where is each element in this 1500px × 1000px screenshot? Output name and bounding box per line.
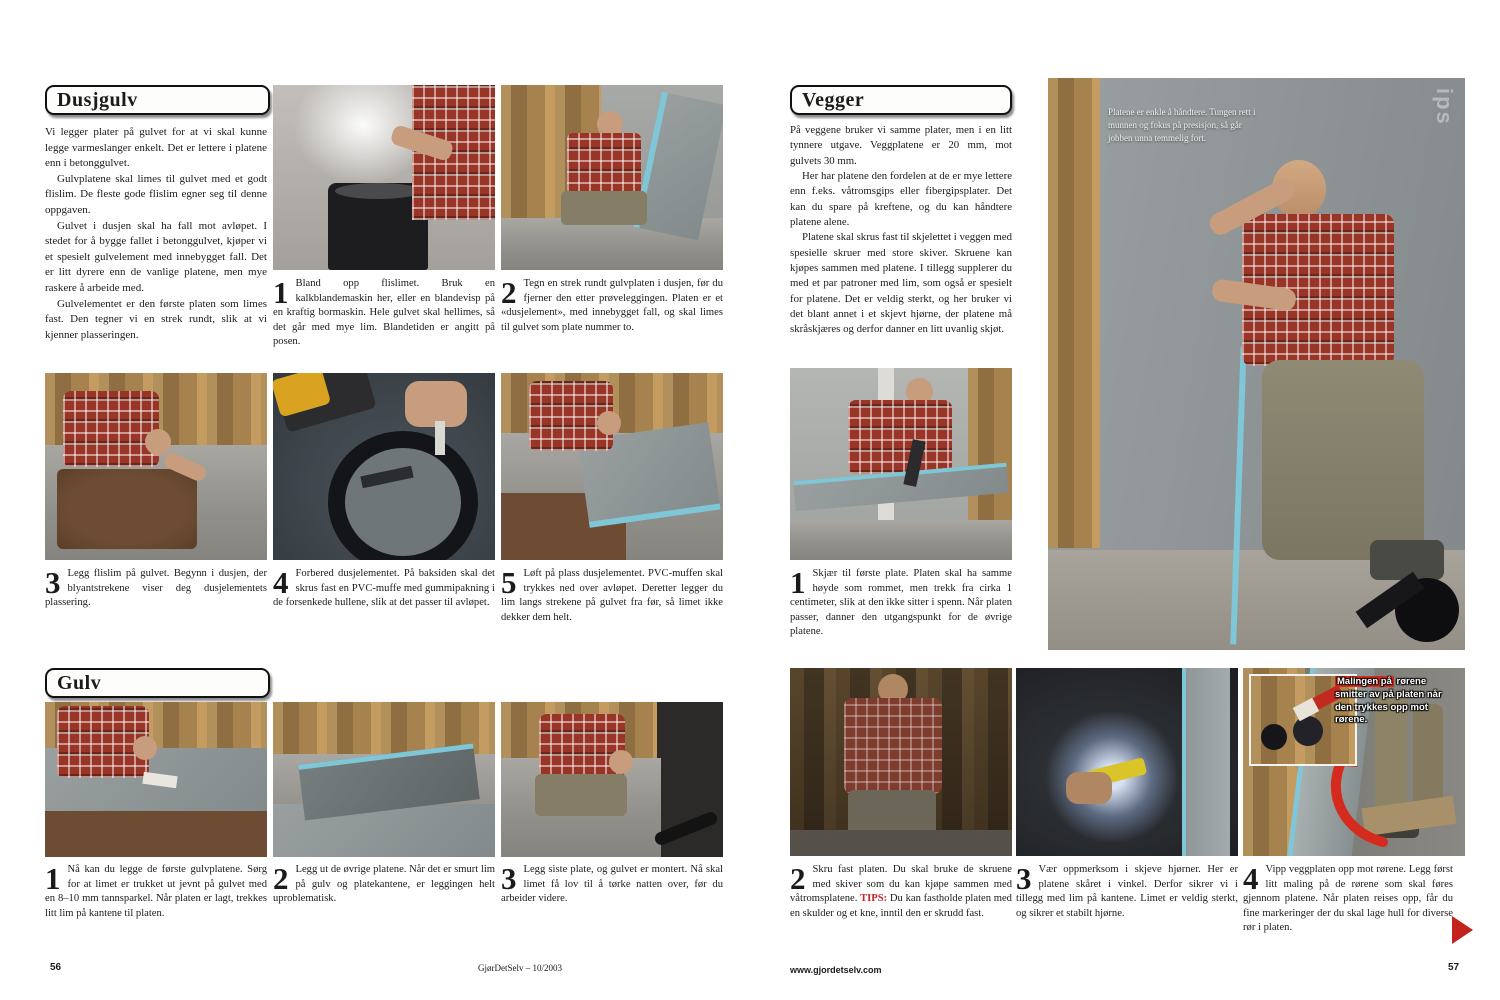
step-text: Tegn en strek rundt gulvplaten i dusjen, før du fjerner den etter prøveleggingen. Platen er et «dusjelement», med innebygget fall, og skal limes til gulvet som plate nummer to. bbox=[501, 278, 723, 333]
step-number: 2 bbox=[790, 861, 806, 896]
step-number: 1 bbox=[273, 275, 289, 310]
worker-head bbox=[597, 411, 621, 435]
photo-dusjgulv-step1 bbox=[273, 85, 495, 270]
photo-dusjgulv-step5 bbox=[501, 373, 723, 560]
step-vegger-4 bbox=[1243, 863, 1453, 936]
section-title-label: Dusjgulv bbox=[57, 89, 138, 111]
hand bbox=[1066, 772, 1112, 804]
photo-vegger-step3 bbox=[1016, 668, 1238, 856]
worker-head bbox=[609, 750, 633, 774]
intro-paragraph: Gulvplatene skal limes til gulvet med et godt flislim. De fleste gode flislim egner seg til denne oppgaven. bbox=[45, 172, 267, 217]
step-gulv-2 bbox=[273, 863, 495, 907]
photo-vegger-step2 bbox=[790, 668, 1012, 856]
step-text: Bland opp flislimet. Bruk en kalkblandemaskin her, eller en blandevisp på en kraftig bormaskin. Hele gulvet skal hellimes, så det går med mye lim. Blandetiden er angitt på posen. bbox=[273, 278, 495, 348]
dark-floor bbox=[790, 830, 1012, 856]
pipe-end bbox=[1261, 724, 1287, 750]
watermark-ips: ips bbox=[1432, 88, 1457, 126]
intro-paragraph: Vi legger plater på gulvet for at vi skal kunne legge varmeslanger enkelt. Det er lettere i platene enn i betonggulvet. bbox=[45, 126, 267, 170]
step-gulv-3 bbox=[501, 863, 723, 907]
photo-dusjgulv-step3 bbox=[45, 373, 267, 560]
intro-paragraph: Gulvet i dusjen skal ha fall mot avløpet. I stedet for å bygge fallet i betonggulvet, kjøper vi et spesielt gulvelement med innebygget fall. Det er litt dyrere enn de vanlige platene, men mye raskere å arbeide med. bbox=[45, 219, 267, 295]
photo-dusjgulv-step2 bbox=[501, 85, 723, 270]
pointing-finger bbox=[435, 421, 445, 455]
step-number: 2 bbox=[273, 861, 289, 896]
step-text: Legg ut de øvrige platene. Når det er smurt lim på gulv og platekantene, er leggingen helt uproblematisk. bbox=[273, 864, 495, 905]
step-number: 4 bbox=[1243, 861, 1259, 896]
worker-head bbox=[145, 429, 171, 455]
wall-board-edge bbox=[1182, 668, 1230, 856]
pipe-end bbox=[1293, 716, 1323, 746]
section-title-label: Gulv bbox=[57, 672, 102, 694]
worker-legs-kneeling bbox=[1262, 360, 1424, 560]
section-title-dusjgulv bbox=[45, 85, 270, 115]
worker-legs bbox=[561, 191, 647, 225]
step-text: Nå kan du legge de første gulvplatene. Sørg for at limet er trukket ut jevnt på gulvet med en 8–10 mm tannsparkel. Når platen er lagt, trekkes litt lim på kantene til platen. bbox=[45, 864, 267, 919]
worker-torso bbox=[848, 400, 952, 474]
bucket-rim bbox=[335, 183, 421, 199]
photo-gulv-step3 bbox=[501, 702, 723, 857]
step-number: 3 bbox=[1016, 861, 1032, 896]
step-vegger-1 bbox=[790, 567, 1012, 640]
step-text: Skjær til første plate. Platen skal ha samme høyde som rommet, men trekk fra cirka 1 centimeter, slik at den ikke sitter i spenn. Når platen passer, danner den utgangspunkt for de øvrige platene. bbox=[790, 568, 1012, 638]
step-number: 3 bbox=[45, 565, 61, 600]
continue-arrow-icon bbox=[1452, 916, 1473, 944]
photo-gulv-step2 bbox=[273, 702, 495, 857]
step-number: 3 bbox=[501, 861, 517, 896]
step-gulv-1 bbox=[45, 863, 267, 921]
step-dusjgulv-3 bbox=[45, 567, 267, 611]
intro-vegger bbox=[790, 123, 1012, 338]
step-text: Legg flislim på gulvet. Begynn i dusjen, der blyantstrekene viser deg dusjelementets plassering. bbox=[45, 568, 267, 609]
tips-label: TIPS: bbox=[860, 893, 888, 905]
step-number: 4 bbox=[273, 565, 289, 600]
footer-website: www.gjordetselv.com bbox=[790, 965, 882, 975]
step-number: 2 bbox=[501, 275, 517, 310]
inset-caption bbox=[1335, 676, 1459, 727]
boot bbox=[1370, 540, 1444, 580]
intro-paragraph: Gulvelementet er den første platen som limes fast. Den tegner vi en strek rundt, slik at vi kjenner plasseringen. bbox=[45, 297, 267, 341]
step-number: 1 bbox=[45, 861, 61, 896]
step-number: 1 bbox=[790, 565, 806, 600]
worker-torso bbox=[844, 698, 942, 794]
worker-torso bbox=[567, 133, 641, 195]
inset-caption-highlight: Malingen på bbox=[1337, 676, 1392, 687]
step-dusjgulv-4 bbox=[273, 567, 495, 611]
intro-paragraph: Platene skal skrus fast til skjelettet i veggen med spesielle skruer med store skiver. Skruene kan kjøpes sammen med platene. I tillegg supplerer du med et par patroner med lim, som også er spesielt for platene. Det er veldig sterkt, og her bruker vi det blant annet i et skjevt hjørne, der platene må skråskjæres og derfor danner en litt uvanlig skjøt. bbox=[790, 231, 1012, 336]
board-blue-edge bbox=[1182, 668, 1186, 856]
tips-text: Du kan fastholde platen med en skulder og et kne, inntil den er skrudd fast. bbox=[790, 893, 1012, 919]
concrete-floor bbox=[790, 520, 1012, 560]
section-title-vegger bbox=[790, 85, 1012, 115]
worker-torso bbox=[63, 391, 159, 467]
footer-magazine-issue: GjørDetSelv – 10/2003 bbox=[478, 963, 562, 973]
step-text: Forbered dusjelementet. På baksiden skal det skrus fast en PVC-muffe med gummipakning i de forsenkede hullene, slik at det passer til avløpet. bbox=[273, 568, 495, 609]
step-number: 5 bbox=[501, 565, 517, 600]
step-vegger-3 bbox=[1016, 863, 1238, 921]
photo-vegger-step1 bbox=[790, 368, 1012, 560]
photo-gulv-step1 bbox=[45, 702, 267, 857]
inset-caption-rest: rørene smitter av på platen når den trykkes opp mot rørene. bbox=[1335, 676, 1442, 726]
step-vegger-2 bbox=[790, 863, 1012, 921]
page-number-left: 56 bbox=[50, 962, 62, 973]
intro-paragraph: På veggene bruker vi samme plater, men i en litt tynnere utgave. Veggplatene er 20 mm, mot gulvets 30 mm. bbox=[790, 124, 1012, 167]
section-title-label: Vegger bbox=[802, 89, 865, 111]
page-number-right: 57 bbox=[1448, 962, 1460, 973]
step-dusjgulv-5 bbox=[501, 567, 723, 625]
step-dusjgulv-2 bbox=[501, 277, 723, 335]
tile-adhesive-patch bbox=[57, 469, 197, 549]
step-dusjgulv-1 bbox=[273, 277, 495, 350]
intro-dusjgulv bbox=[45, 125, 267, 344]
step-text: Vær oppmerksom i skjeve hjørner. Her er platene skåret i vinkel. Derfor sikrer vi i tillegg med lim på kantene. Limet er veldig sterkt, og sikrer et stabilt hjørne. bbox=[1016, 864, 1238, 919]
section-title-gulv bbox=[45, 668, 270, 698]
wall-board-large bbox=[1084, 82, 1255, 645]
intro-paragraph: Her har platene den fordelen at de er mye lettere enn f.eks. våtromsgips eller fibergipsplater. Det kan du spare på kreftene, og du kan håndtere platene alene. bbox=[790, 169, 1012, 228]
worker-legs bbox=[535, 774, 627, 816]
step-text: Skru fast platen. Du skal bruke de skruene med skiver som du kan kjøpe sammen med våtromsplatene. bbox=[790, 864, 1012, 905]
tile-adhesive-patch bbox=[45, 811, 267, 857]
worker-head bbox=[133, 736, 157, 760]
photo-dusjgulv-step4 bbox=[273, 373, 495, 560]
step-text: Legg siste plate, og gulvet er montert. Nå skal limet få lov til å tørke natten over, før du arbeider videre. bbox=[501, 864, 723, 905]
photo-vegger-step4 bbox=[1243, 668, 1465, 856]
pvc-drain-collar bbox=[328, 431, 478, 560]
photo-vegger-hero bbox=[1048, 78, 1465, 650]
hero-photo-caption: Platene er enkle å håndtere. Tungen rett i munnen og fokus på presisjon, så går jobben unna temmelig fort. bbox=[1108, 107, 1256, 144]
step-text: Vipp veggplaten opp mot rørene. Legg først litt maling på de rørene som skal føres gjennom platene. Når platen reises opp, får du fine markeringer der du skal lage hull for diverse rør i platen. bbox=[1243, 864, 1453, 934]
step-text: Løft på plass dusjelementet. PVC-muffen skal trykkes ned over avløpet. Deretter legger du lim langs strekene på gulvet fra før, så limet ikke dekker dem helt. bbox=[501, 568, 723, 623]
